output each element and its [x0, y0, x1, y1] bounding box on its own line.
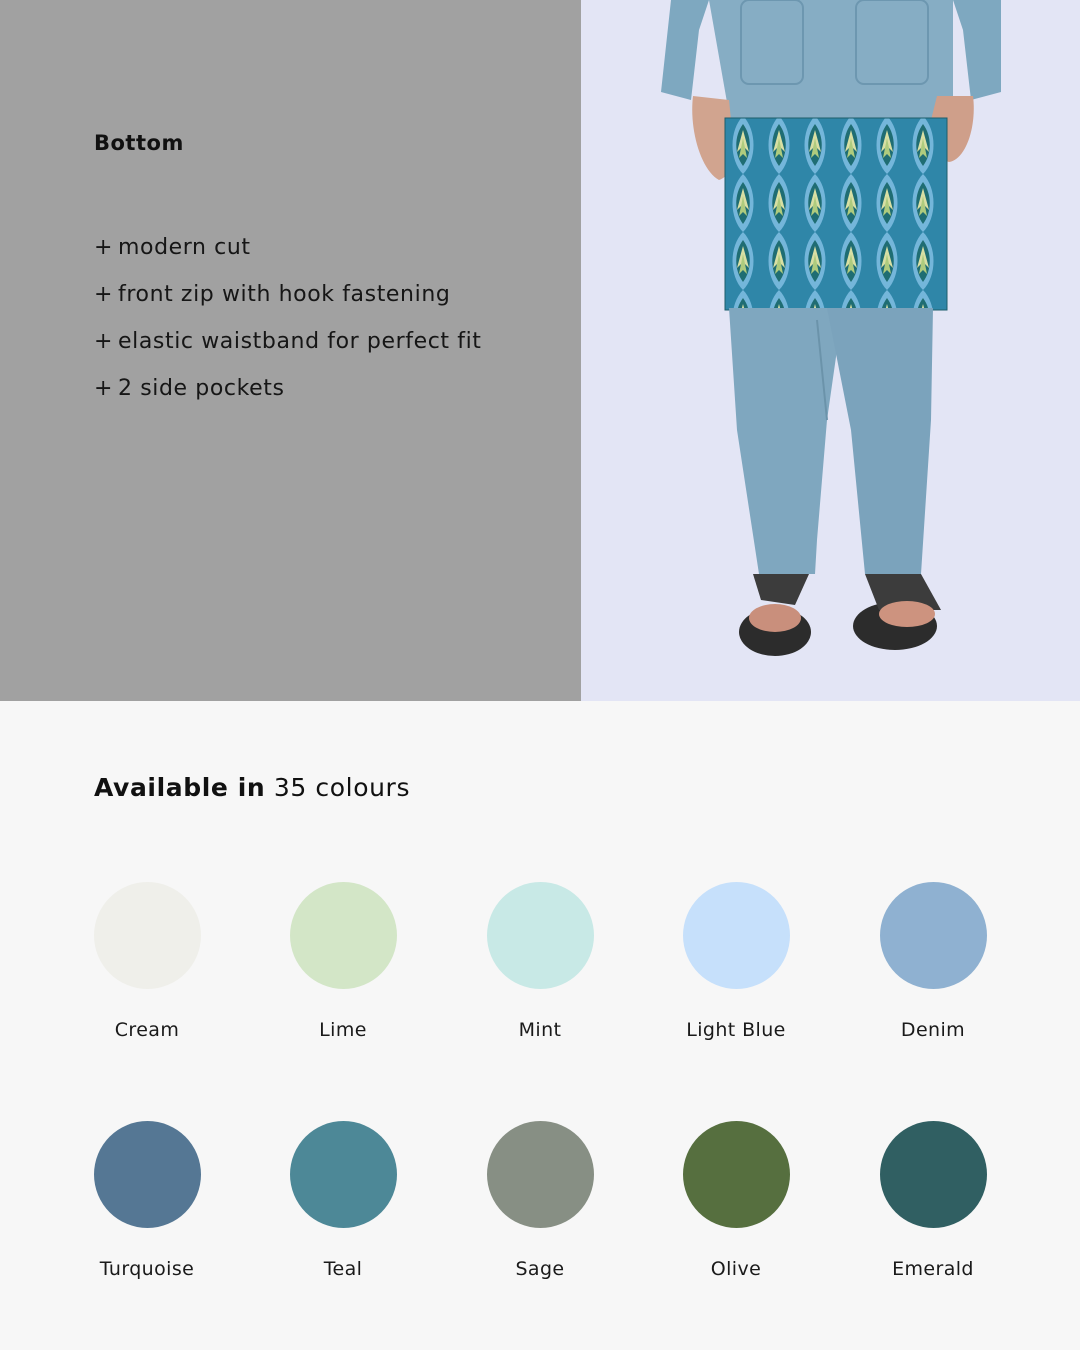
swatch-dot[interactable] — [487, 882, 594, 989]
swatch-teal[interactable] — [263, 1121, 423, 1280]
feature-item — [94, 365, 482, 412]
feature-text: 2 side pockets — [118, 376, 285, 401]
swatch-dot[interactable] — [290, 882, 397, 989]
plus-icon: + — [94, 329, 114, 354]
product-photo — [581, 0, 1080, 701]
swatch-dot[interactable] — [94, 1121, 201, 1228]
swatch-lime[interactable] — [263, 882, 423, 1041]
feature-item — [94, 318, 482, 365]
swatch-label: Lime — [319, 1019, 367, 1041]
section-title: Bottom — [94, 131, 184, 155]
plus-icon: + — [94, 376, 114, 401]
swatch-label: Cream — [114, 1019, 180, 1041]
swatch-dot[interactable] — [487, 1121, 594, 1228]
plus-icon: + — [94, 282, 114, 307]
swatch-dot[interactable] — [880, 882, 987, 989]
swatch-dot[interactable] — [880, 1121, 987, 1228]
feature-text: elastic waistband for perfect fit — [118, 329, 482, 354]
swatch-label: Sage — [515, 1258, 565, 1280]
swatch-dot[interactable] — [683, 882, 790, 989]
swatch-label: Mint — [518, 1019, 562, 1041]
swatch-cream[interactable] — [67, 882, 227, 1041]
model-illustration — [581, 0, 1080, 701]
swatch-sage[interactable] — [460, 1121, 620, 1280]
swatch-label: Light Blue — [686, 1019, 786, 1041]
swatch-dot[interactable] — [290, 1121, 397, 1228]
swatch-denim[interactable] — [853, 882, 1013, 1041]
colours-heading-count: 35 colours — [273, 773, 411, 802]
feature-text: front zip with hook fastening — [118, 282, 451, 307]
colours-heading-strong: Available in — [94, 773, 266, 802]
swatch-olive[interactable] — [656, 1121, 816, 1280]
feature-item — [94, 224, 482, 271]
feature-item — [94, 271, 482, 318]
swatch-label: Emerald — [892, 1258, 974, 1280]
feature-text: modern cut — [118, 235, 251, 260]
feature-list — [94, 224, 482, 412]
product-info-panel — [0, 0, 581, 701]
swatch-emerald[interactable] — [853, 1121, 1013, 1280]
swatch-light-blue[interactable] — [656, 882, 816, 1041]
swatch-dot[interactable] — [683, 1121, 790, 1228]
swatch-turquoise[interactable] — [67, 1121, 227, 1280]
swatch-label: Olive — [710, 1258, 762, 1280]
colours-section — [0, 701, 1080, 1350]
swatch-label: Denim — [900, 1019, 966, 1041]
swatch-dot[interactable] — [94, 882, 201, 989]
swatch-label: Teal — [323, 1258, 363, 1280]
swatch-mint[interactable] — [460, 882, 620, 1041]
swatch-grid — [0, 701, 1080, 1350]
plus-icon: + — [94, 235, 114, 260]
swatch-label: Turquoise — [99, 1258, 195, 1280]
